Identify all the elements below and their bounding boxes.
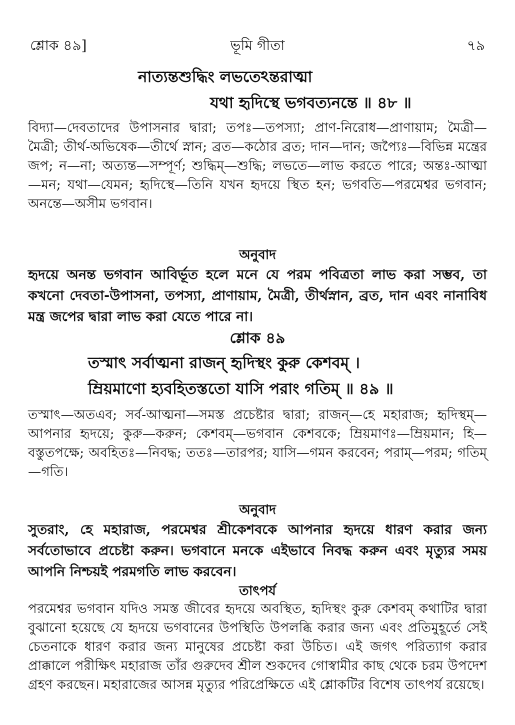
header-verse-ref: শ্লোক ৪৯] bbox=[30, 38, 87, 54]
purport-text: পরমেশ্বর ভগবান যদিও সমস্ত জীবের হৃদয়ে অবস্থিত, হৃদিস্থং কুরু কেশবম্ কথাটির দ্বারা বুঝানো হয়েছে যে হৃদয়ে ভগবানের উপস্থিতি উপলব্ধি করার জন্য এবং প্রতিমুহূর্তে সেই চেতনাকে ধারণ করার জন্য মানুষের প্রচেষ্টা করা উচিত। এই জগৎ পরিত্যাগ করার প্রাক্কালে পরীক্ষিৎ মহারাজ তাঁর গুরুদেব শ্রীল শুকদেব গোস্বামীর কাছ থেকে চরম উপদেশ গ্রহণ করছেন। মহারাজের আসন্ন মৃত্যুর পরিপ্রেক্ষিতে এই শ্লোকটির বিশেষ তাৎপর্য রয়েছে। bbox=[28, 602, 487, 693]
verse-49-synonyms: তস্মাৎ—অতএব; সর্ব-আত্মনা—সমস্ত প্রচেষ্টার দ্বারা; রাজন্—হে মহারাজ; হৃদিস্থম্—আপনার হৃদয়ে; কুরু—করুন; কেশবম্—ভগবান কেশবকে; ম্রিয়মাণঃ—ম্রিয়মান; হি—বস্তুতপক্ষে; অবহিতঃ—নিবদ্ধ; ততঃ—তারপর; যাসি—গমন করবেন; পরাম্—পরম; গতিম্—গতি। bbox=[28, 408, 487, 480]
verse-49-sanskrit bbox=[28, 350, 487, 402]
translation-48-heading: অনুবাদ bbox=[239, 248, 276, 263]
purport-heading: তাৎপর্য bbox=[239, 584, 276, 599]
page-header bbox=[30, 34, 485, 54]
translation-49-heading: অনুবাদ bbox=[239, 503, 276, 518]
header-book-title: ভূমি গীতা bbox=[230, 38, 285, 54]
verse-48-line-1: নাত্যন্তশুদ্ধিং লভতেঽন্তরাত্মা bbox=[138, 67, 313, 86]
verse-48-sanskrit bbox=[28, 64, 487, 116]
translation-48-text: হৃদয়ে অনন্ত ভগবান আবির্ভূত হলে মনে যে পরম পবিত্রতা লাভ করা সম্ভব, তা কখনো দেবতা-উপাসনা, তপস্যা, প্রাণায়াম, মৈত্রী, তীর্থস্নান, ব্রত, দান এবং নানাবিধ মন্ত্র জপের দ্বারা লাভ করা যেতে পারে না। bbox=[28, 267, 487, 325]
header-page-number: ৭৯ bbox=[466, 38, 485, 54]
verse-49-heading: শ্লোক ৪৯ bbox=[229, 329, 286, 347]
verse-49-line-2: ম্রিয়মাণো হ্যবহিতস্ততো যাসি পরাং গতিম্ ॥ ৪৯ ॥ bbox=[88, 379, 394, 398]
verse-49-line-1: তস্মাৎ সর্বাত্মনা রাজন্ হৃদিস্থং কুরু কেশবম্ । bbox=[88, 353, 360, 372]
translation-49-text: সুতরাং, হে মহারাজ, পরমেশ্বর শ্রীকেশবকে আপনার হৃদয়ে ধারণ করার জন্য সর্বতোভাবে প্রচেষ্টা করুন। ভগবানে মনকে এইভাবে নিবদ্ধ করুন এবং মৃত্যুর সময় আপনি নিশ্চয়ই পরমগতি লাভ করবেন। bbox=[28, 522, 487, 580]
verse-48-line-2: যথা হৃদিস্থে ভগবত্যনন্তে ॥ ৪৮ ॥ bbox=[210, 93, 412, 112]
verse-48-synonyms: বিদ্যা—দেবতাদের উপাসনার দ্বারা; তপঃ—তপস্যা; প্রাণ-নিরোধ—প্রাণায়াম; মৈত্রী—মৈত্রী; তীর্থ-অভিষেক—তীর্থে স্নান; ব্রত—কঠোর ব্রত; দান—দান; জপ্যৈঃ—বিভিন্ন মন্ত্রের জপ; ন—না; অত্যন্ত—সম্পূর্ণ; শুদ্ধিম্—শুদ্ধি; লভতে—লাভ করতে পারে; অন্তঃ-আত্মা—মন; যথা—যেমন; হৃদিস্থে—তিনি যখন হৃদয়ে স্থিত হন; ভগবতি—পরমেশ্বর ভগবান; অনন্তে—অসীম ভগবান। bbox=[28, 121, 487, 212]
